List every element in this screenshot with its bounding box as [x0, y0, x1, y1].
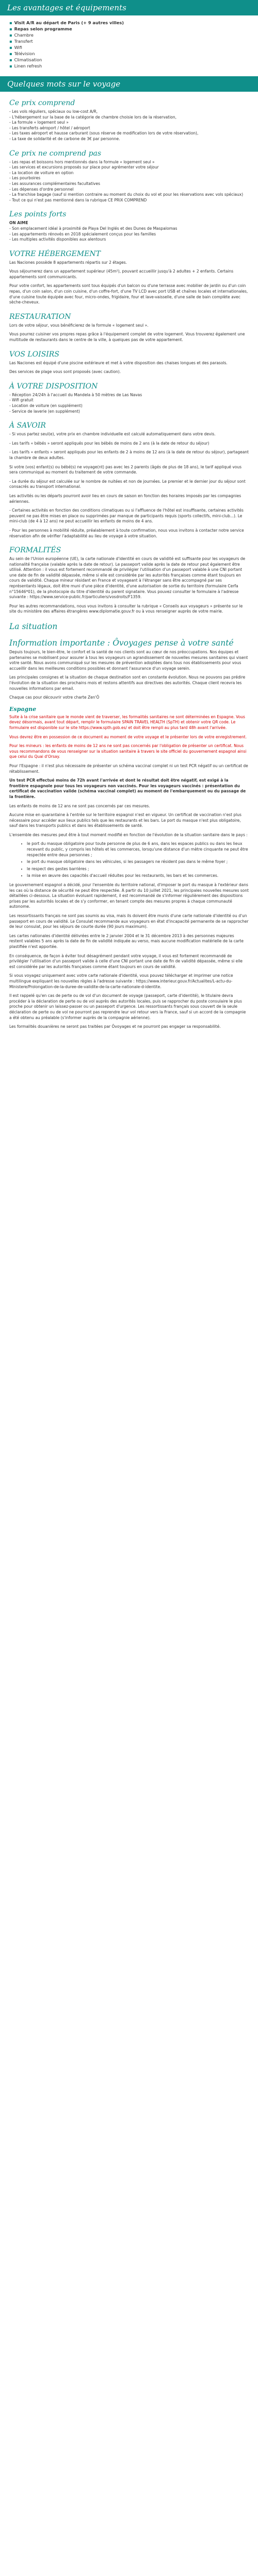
- paragraph: - Certaines activités en fonction des conditions climatiques ou si l'affluence de l'hôtel est insuffisante, certaines activités peuvent ne pas être mises en place ou supprimées par manque de participants requis (sports collectifs, mini-club...). Le mini-club (de 4 à 12 ans) ne peut accueillir les enfants de moins de 4 ans.: [9, 508, 244, 524]
- paragraph: Aucune mise en quarantaine à l'entrée sur le territoire espagnol n'est en vigueur. Un certificat de vaccination n'est plus nécessaire pour accéder aux lieux publics tels que les restaurants et les bars. Le port du masque n'est plus obligatoire, sauf dans les transports publics et dans les établissements de santé.: [9, 812, 241, 828]
- paragraph: Le gouvernement espagnol a décidé, pour l'ensemble du territoire national, d'imposer le port du masque à l'extérieur dans les cas où la distance de sécurité ne peut être respectée. À partir du 10 juillet 2021, les principales nouvelles mesures sont détaillées ci-dessous. La situation évoluant rapidement, il est recommandé de s'informer régulièrement des dispositions prises par les autorités locales et de s'y conformer, en tenant compte des mesures propres à chaque communauté autonome.: [9, 883, 249, 909]
- paragraph: Las Naciones possède 8 appartements répartis sur 2 étages.: [9, 260, 127, 265]
- paragraph: Il est rappelé qu'en cas de perte ou de vol d'un document de voyage (passeport, carte d'identité), le titulaire devra procéder à la déclaration de perte ou de vol auprès des autorités locales, puis se rapprocher du poste consulaire le plus proche pour obtenir un laissez-passer ou un passeport d'urgence. Les ressortissants français sous couvert de la seule déclaration de perte ou de vol ne pourront pas reprendre leur vol retour vers la France, sauf si un accord de la compagnie a été obtenu au préalable (s'informer auprès de la compagnie aérienne).: [9, 993, 246, 1020]
- text-line: - Réception 24/24h à l'accueil du Mandela à 50 mètres de Las Navas: [9, 392, 142, 397]
- text-line: - Les multiples activités disponibles aux alentours: [9, 237, 106, 242]
- situation-title: La situation: [9, 622, 58, 632]
- list-item: • le port du masque obligatoire dans les véhicules, si les passagers ne résident pas dans le même foyer ;: [27, 859, 249, 865]
- paragraph: Les enfants de moins de 12 ans ne sont pas concernés par ces mesures.: [9, 803, 150, 808]
- paragraph: Les cartes nationales d'identité délivrées entre le 2 janvier 2004 et le 31 décembre 2013 à des personnes majeures restent valables 5 ans après la date de fin de validité indiquée au verso, mais aucune modification matérielle de la carte plastifiée n'est apportée.: [9, 933, 244, 949]
- paragraph: Depuis toujours, le bien-être, le confort et la santé de nos clients sont au cœur de nos préoccupations. Nos équipes et partenaires se mobilisent pour assurer à tous les voyageurs un agrandissement de nouvelles mesures sanitaires qui visent votre santé. Nous avons communiqué sur les mesures de prévention adoptées dans tous nos établissements pour vous accueillir dans les meilleures conditions possibles et donnant l'assurance d'un voyage serein.: [9, 650, 248, 671]
- paragraph: Pour les autres recommandations, nous vous invitons à consulter la rubrique « Conseils aux voyageurs » présente sur le site du ministère des affaires étrangères www.diplomatie.gouv.fr ou à vous renseigner auprès de votre mairie.: [9, 603, 243, 614]
- highlights-subtitle: ON AIME: [9, 221, 28, 226]
- paragraph: Les principales consignes et la situation de chaque destination sont en constante évolution. Nous ne pouvons pas prédire l'évolution de la situation des prochains mois et restons attentifs aux directives des autorités. Chaque client recevra les nouvelles informations par email.: [9, 675, 246, 691]
- text-line: - Les taxes aéroport et hausse carburant (sous réserve de modification lors de votre réservation),: [9, 131, 199, 136]
- available-title: À VOTRE DISPOSITION: [9, 382, 98, 391]
- price-excludes-title: Ce prix ne comprend pas: [9, 149, 102, 158]
- advantage-item: ▪ Wifi: [9, 44, 249, 50]
- text-line: - Les dépenses d'ordre personnel: [9, 187, 74, 192]
- text-line: - Les vols réguliers, spéciaux ou low-cost A/R,: [9, 109, 98, 114]
- text-line: - Les appartements rénovés en 2018 spécialement conçus pour les familles: [9, 231, 156, 236]
- available-list: [9, 393, 249, 414]
- text-line: - Service de laverie (en supplément): [9, 409, 80, 414]
- text-line: - Les pourboires: [9, 176, 41, 181]
- paragraph: Si votre (vos) enfant(s) ou bébé(s) ne voyage(nt) pas avec les 2 parents (âgés de plus de 18 ans), le tarif appliqué vous sera communiqué au moment du traitement de votre commande.: [9, 464, 242, 475]
- leisure-title: VOS LOISIRS: [9, 350, 59, 359]
- advantage-item: ▪ Visit A/R au départ de Paris (+ 9 autres villes): [9, 20, 249, 26]
- text-line: - L'hébergement sur la base de la catégorie de chambre choisie lors de la réservation,: [9, 114, 177, 120]
- notice-title: À SAVOIR: [9, 421, 46, 430]
- price-excludes-list: [9, 160, 249, 204]
- advantage-item: ▪ Linen refresh: [9, 63, 249, 69]
- paragraph: Les ressortissants français ne sont pas soumis au visa, mais ils doivent être munis d'une carte nationale d'identité ou d'un passeport en cours de validité. Le Consulat recommande aux voyageurs en état d'incapacité permanente de se rapprocher de leur consulat, pour les séjours de courte durée (90 jours maximum).: [9, 913, 249, 929]
- important-title: Information importante : Ôvoyages pense à votre santé: [9, 638, 234, 648]
- text-line: - Les assurances complémentaires facultatives: [9, 181, 100, 186]
- list-item: • le respect des gestes barrières ;: [27, 867, 249, 872]
- paragraph: Des services de plage vous sont proposés (avec caution).: [9, 369, 121, 375]
- paragraph: - Les tarifs « bébés » seront appliqués pour les bébés de moins de 2 ans (à la date de retour du séjour): [9, 440, 209, 446]
- advantage-item: ▪ Climatisation: [9, 57, 249, 63]
- text-line: - Les transferts aéroport / hôtel / aéroport: [9, 125, 90, 130]
- dining-title: RESTAURATION: [9, 312, 71, 321]
- highlights-list: [9, 226, 249, 243]
- advantages-header: Les avantages et équipements: [0, 0, 258, 15]
- text-line: - Son emplacement idéal à proximité de Playa Del Inglés et des Dunes de Maspalomas: [9, 226, 178, 231]
- advantages-list: [0, 20, 258, 69]
- paragraph: Les activités ou les départs pourront avoir lieu en cours de saison en fonction des horaires imposés par les compagnies aériennes.: [9, 493, 241, 504]
- text-line: - Tout ce qui n'est pas mentionné dans la rubrique CE PRIX COMPREND: [9, 197, 147, 202]
- text-line: - La formule « logement seul »: [9, 120, 69, 125]
- paragraph: Vous pourrez cuisiner vos propres repas grâce à l'équipement complet de votre logement. Vous trouverez également une multitude de restaurants dans le centre de la ville, à quelques pas de votre appartement.: [9, 332, 245, 343]
- paragraph: Vous devrez être en possession de ce document au moment de votre voyage et le présenter lors de votre enregistrement.: [9, 734, 247, 739]
- advantage-item: ▪ Transfert: [9, 38, 249, 44]
- price-includes-title: Ce prix comprend: [9, 99, 75, 107]
- paragraph: L'ensemble des mesures peut être à tout moment modifié en fonction de l'évolution de la situation sanitaire dans le pays :: [9, 832, 248, 837]
- paragraph: - Si vous partez seul(e), votre prix en chambre individuelle est calculé automatiquement dans votre devis.: [9, 432, 216, 437]
- formalities-title: FORMALITÉS: [9, 546, 61, 555]
- espagne-bullets: [9, 841, 249, 879]
- text-line: - La franchise bagage (sauf si mention contraire au moment du choix du vol et pour les réservations avec vols spéciaux): [9, 192, 244, 197]
- notes-header: Quelques mots sur le voyage: [0, 76, 258, 92]
- list-item: • la mise en œuvre des capacités d'accueil réduites pour les restaurants, les bars et les commerces.: [27, 873, 249, 879]
- price-includes-list: [9, 109, 249, 142]
- paragraph: Lors de votre séjour, vous bénéficierez de la formule « logement seul ».: [9, 323, 149, 328]
- paragraph: Pour votre confort, les appartements sont tous équipés d'un balcon ou d'une terrasse avec mobilier de jardin ou d'un coin repas, d'un coin salon, d'un coin cuisine, d'un coffre-fort, d'une TV LCD avec port USB et chaînes locales et internationales, d'une cuisine toute équipée avec four, micro-ondes, frigidaire, four et lave-vaisselle, d'une salle de bain complète avec sèche-cheveux.: [9, 283, 248, 305]
- advantage-item: ▪ Chambre: [9, 32, 249, 38]
- text-line: - La location de voiture en option: [9, 170, 74, 175]
- page: [0, 0, 258, 1030]
- paragraph: Suite à la crise sanitaire que le monde vient de traverser, les formalités sanitaires ne sont déterminées en Espagne. Vous devez désormais, avant tout départ, remplir le formulaire SPAIN TRAVEL HEALTH (SpTH) et obtenir votre QR code. Le formulaire est disponible sur le site https://www.spth.gob.es/ et doit être rempli au plus tard 48h avant l'arrivée.: [9, 714, 245, 730]
- paragraph: Un test PCR effectué moins de 72h avant l'arrivée et dont le résultat doit être négatif, est exigé à la frontière espagnole pour tous les voyageurs non vaccinés. Pour les voyageurs vaccinés : présentation du certificat de vaccination valide (schéma vaccinal complet) au moment de l'embarquement ou du passage de la frontière.: [9, 778, 246, 799]
- paragraph: - Pour les personnes à mobilité réduite, préalablement à toute confirmation, nous vous invitons à contacter notre service réservation afin de vérifier l'adaptabilité au lieu de voyage à votre situation.: [9, 528, 244, 538]
- paragraph: Les formalités douanières ne seront pas traitées par Ôvoyages et ne pourront pas engager sa responsabilité.: [9, 1024, 221, 1029]
- paragraph: - Les tarifs « enfants » seront appliqués pour les enfants de 2 à moins de 12 ans (à la date de retour du séjour), partageant la chambre de deux adultes.: [9, 450, 249, 460]
- highlights-title: Les points forts: [9, 210, 67, 219]
- advantage-item: ▪ Télévision: [9, 50, 249, 57]
- accommodation-title: VOTRE HÉBERGEMENT: [9, 249, 101, 258]
- paragraph: En conséquence, de façon à éviter tout désagrément pendant votre voyage, il vous est fortement recommandé de privilégier l'utilisation d'un passeport valide à celle d'une CNI portant une date de fin de validité dépassée, même si elle est considérée par les autorités françaises comme étant toujours en cours de validité.: [9, 953, 243, 969]
- paragraph: Pour les mineurs : les enfants de moins de 12 ans ne sont pas concernés par l'obligation de présenter un certificat. Nous vous recommandons de vous renseigner sur la situation sanitaire à travers le site officiel du gouvernement espagnol ainsi que celui du Quai d'Orsay.: [9, 743, 247, 759]
- paragraph: Pour l'Espagne : il n'est plus nécessaire de présenter un schéma vaccinal complet ni un test PCR négatif ou un certificat de rétablissement.: [9, 763, 248, 774]
- paragraph: - La durée du séjour est calculée sur le nombre de nuitées et non de journées. Le premier et le dernier jour du séjour sont consacrés au transport international.: [9, 479, 246, 489]
- advantage-item: ▪ Repas selon programme: [9, 26, 249, 32]
- espagne-title: Espagne: [9, 705, 37, 713]
- paragraph: Vous séjournerez dans un appartement supérieur (45m²), pouvant accueillir jusqu'à 2 adultes + 2 enfants. Certains appartements sont communicants.: [9, 269, 234, 279]
- text-line: - La taxe de solidarité et de carbone de 3€ par personne.: [9, 136, 120, 141]
- text-line: - Location de voiture (en supplément): [9, 403, 83, 408]
- list-item: • le port du masque obligatoire pour toute personne de plus de 6 ans, dans les espaces publics ou dans les lieux recevant du public, y compris les hôtels et les commerces, lorsqu'une distance d'un mètre cinquante ne peut être respectée entre deux personnes ;: [27, 841, 249, 858]
- text-line: - Wifi gratuit: [9, 398, 34, 403]
- text-line: - Les repas et boissons hors mentionnés dans la formule « logement seul »: [9, 159, 155, 164]
- paragraph: Chaque cas pour découvrir votre charte Zen'Ô: [9, 695, 100, 700]
- text-line: - Les services et excursions proposés sur place pour agrémenter votre séjour: [9, 165, 159, 170]
- paragraph: Au sein de l'Union européenne (UE), la carte nationale d'identité en cours de validité est suffisante pour les voyageurs de nationalité française (valable après la date de retour). Le passeport valide après la date de retour peut également être utilisé. Attention : il vous est fortement recommandé de privilégier l'utilisation d'un passeport valable à une CNI portant une date de fin de validité dépassée, même si elle est considérée par les autorités françaises comme étant toujours en cours de validité. Chaque mineur résidant en France et voyageant à l'étranger sans être accompagné par ses représentants légaux, doit être muni d'une pièce d'identité, d'une autorisation de sortie du territoire (formulaire Cerfa n°15646*01), de la photocopie du titre d'identité du parent signataire. Vous pouvez consulter le formulaire à l'adresse suivante : https://www.service-public.fr/particuliers/vosdroits/F1359.: [9, 556, 246, 600]
- paragraph: Si vous voyagez uniquement avec votre carte nationale d'identité, vous pouvez télécharger et imprimer une notice multilingue expliquant les nouvelles règles à l'adresse suivante : https://www.interieur.gouv.fr/Actualites/L-actu-du-Ministere/Prolongation-de-la-duree-de-validite-de-la-carte-nationale-d-identite.: [9, 973, 233, 989]
- paragraph: Las Naciones est équipé d'une piscine extérieure et met à votre disposition des chaises longues et des parasols.: [9, 360, 228, 365]
